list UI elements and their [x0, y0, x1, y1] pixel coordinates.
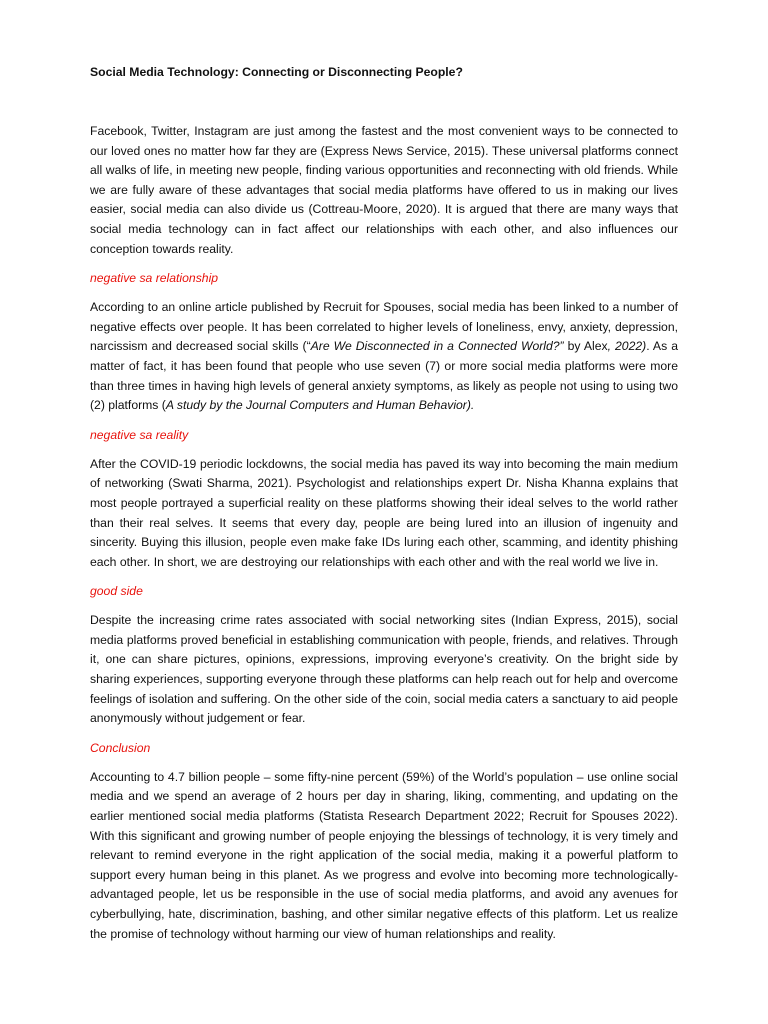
- section-body-relationship: [90, 298, 678, 416]
- relationship-text-2: by Alex: [563, 339, 608, 354]
- section-heading-good-side: good side: [90, 584, 143, 599]
- document-title: Social Media Technology: Connecting or Disconnecting People?: [90, 65, 463, 79]
- intro-paragraph: Facebook, Twitter, Instagram are just among the fastest and the most convenient ways to be connected to our loved ones no matter how far they are (Express News Service, 2015). These universal platforms connect all walks of life, in meeting new people, finding various opportunities and reconnecting with old friends. While we are fully aware of these advantages that social media platforms have offered to us in making our lives easier, social media can also divide us (Cottreau-Moore, 2020). It is argued that there are many ways that social media technology can in fact affect our relationships with each other, and also influences our conception towards reality.: [90, 124, 678, 256]
- relationship-citation-year: , 2022): [607, 339, 647, 354]
- section-heading-reality: negative sa reality: [90, 427, 189, 442]
- relationship-text-1: According to an online article published by Recruit for Spouses, social media has been linked to a number of negative effects over people. It has been correlated to higher levels of loneliness, envy, anxiety, depression, narcissism and decreased social skills (“: [90, 300, 678, 354]
- relationship-text-3: . As a matter of fact, it has been found that people who use seven (7) or more social media platforms were more than three times in having high levels of general anxiety symptoms, as likely as people not using to using two (2) platforms (: [90, 339, 678, 413]
- section-body-good-side: Despite the increasing crime rates associated with social networking sites (Indian Express, 2015), social media platforms proved beneficial in establishing communication with people, friends, and relatives. Through it, one can share pictures, opinions, expressions, improving everyone’s creativity. On the bright side by sharing experiences, supporting everyone through these platforms can help reach out for help and overcome feelings of isolation and suffering. On the other side of the coin, social media caters a sanctuary to aid people anonymously without judgement or fear.: [90, 613, 678, 726]
- relationship-citation-study: A study by the Journal Computers and Human Behavior).: [165, 398, 475, 413]
- section-body-conclusion: Accounting to 4.7 billion people – some fifty-nine percent (59%) of the World’s population – use online social media and we spend an average of 2 hours per day in sharing, liking, commenting, and updating on the earlier mentioned social media platforms (Statista Research Department 2022; Recruit for Spouses 2022). With this significant and growing number of people enjoying the blessings of technology, it is very timely and relevant to remind everyone in the right application of the social media, making it a powerful platform to support every human being in this planet. As we progress and evolve into becoming more technologically-advantaged people, let us be responsible in the use of social media platforms, and avoid any avenues for cyberbullying, hate, discrimination, bashing, and other similar negative effects of this platform. Let us realize the promise of technology without harming our view of human relationships and reality.: [90, 769, 678, 941]
- relationship-citation-title: Are We Disconnected in a Connected World?”: [310, 339, 564, 354]
- document-page: [90, 62, 678, 953]
- section-body-reality: After the COVID-19 periodic lockdowns, the social media has paved its way into becoming the main medium of networking (Swati Sharma, 2021). Psychologist and relationships expert Dr. Nisha Khanna explains that most people portrayed a superficial reality on these platforms showing their ideal selves to the world rather than their real selves. It seems that every day, people are being lured into an illusion of ingenuity and sincerity. Buying this illusion, people even make fake IDs luring each other, scamming, and identity phishing each other. In short, we are destroying our relationships with each other and with the real world we live in.: [90, 456, 678, 569]
- section-heading-conclusion: Conclusion: [90, 740, 151, 755]
- section-heading-relationship: negative sa relationship: [90, 271, 219, 286]
